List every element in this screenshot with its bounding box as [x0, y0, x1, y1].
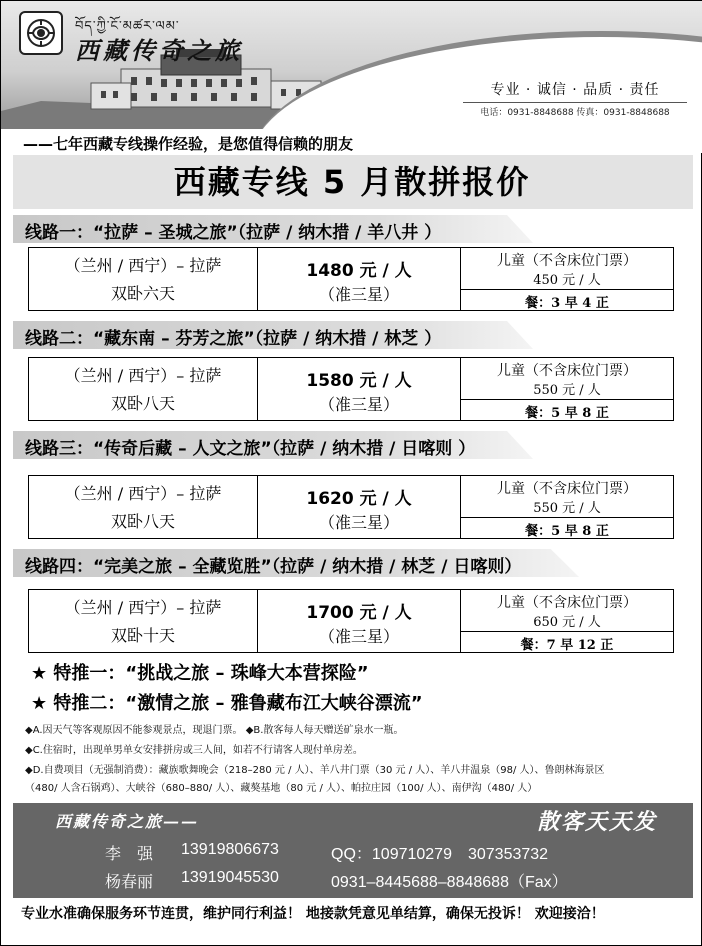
route-price: 1580 元 / 人: [306, 371, 412, 391]
contact-phone: 13919806673: [181, 841, 279, 858]
route-heading: [13, 321, 533, 349]
route-hotel: （准三星）: [318, 627, 399, 646]
contact-phone: 13919045530: [181, 869, 279, 886]
footer-motto: 散客天天发: [537, 809, 658, 835]
header-banner: [1, 1, 702, 129]
route-origin: （兰州 / 西宁）– 拉萨: [64, 598, 222, 617]
child-price: 550 元 / 人: [533, 383, 601, 398]
child-label: 儿童（不含床位门票）: [497, 481, 637, 497]
contact-name: 李 强: [105, 846, 154, 863]
route-price: 1620 元 / 人: [306, 489, 412, 509]
page-title: 西藏专线 5 月散拼报价: [173, 163, 531, 201]
child-label: 儿童（不含床位门票）: [497, 253, 637, 269]
meals: 餐：7 早 12 正: [461, 631, 673, 652]
brand-name: 西藏传奇之旅: [75, 36, 243, 65]
child-label: 儿童（不含床位门票）: [497, 363, 637, 379]
route-hotel: （准三星）: [318, 395, 399, 414]
route-duration: 双卧八天: [110, 512, 175, 531]
child-price: 450 元 / 人: [533, 273, 601, 288]
route-heading-text: 线路一：“拉萨 – 圣城之旅”（拉萨 / 纳木措 / 羊八井 ）: [25, 223, 442, 243]
route-price: 1700 元 / 人: [306, 603, 412, 623]
note-line: （480/ 人含石锅鸡）、大峡谷（680–880/ 人）、藏獒基地（80 元 / 人）、帕拉庄园（100/ 人）、南伊沟（480/ 人）: [25, 783, 538, 794]
tagline: ——七年西藏专线操作经验，是您值得信赖的朋友: [23, 135, 354, 153]
child-price: 550 元 / 人: [533, 501, 601, 516]
route-duration: 双卧十天: [110, 626, 175, 645]
child-label: 儿童（不含床位门票）: [497, 595, 637, 611]
tibetan-brand-text: བོད་ཀྱི་ངོ་མཚར་ལམ་: [75, 19, 180, 34]
child-price: 650 元 / 人: [533, 615, 601, 630]
header-phone-fax: 电话：0931-8848688 传真：0931-8848688: [480, 108, 670, 118]
route-duration: 双卧八天: [110, 394, 175, 413]
route-price: 1480 元 / 人: [306, 261, 412, 281]
route-price-table: [28, 475, 674, 539]
route-duration: 双卧六天: [110, 284, 175, 303]
route-heading: [13, 215, 533, 243]
meals: 餐：5 早 8 正: [461, 517, 673, 538]
note-line: ◆A.因天气等客观原因不能参观景点，现退门票。 ◆B.散客每人每天赠送矿泉水一瓶。: [25, 725, 404, 736]
slogan: 专业 · 诚信 · 品质 · 责任: [463, 79, 687, 103]
contact-extra: 0931–8445688–8848688（Fax）: [331, 874, 568, 891]
note-line: ◆C.住宿时，出现单男单女安排拼房或三人间，如若不行请客人现付单房差。: [25, 745, 363, 756]
route-heading-text: 线路二：“藏东南 – 芬芳之旅”（拉萨 / 纳木措 / 林芝 ）: [25, 329, 442, 349]
route-heading: [13, 431, 533, 459]
route-heading-text: 线路三：“传奇后藏 – 人文之旅”（拉萨 / 纳木措 / 日喀则 ）: [25, 439, 476, 459]
route-origin: （兰州 / 西宁）– 拉萨: [64, 366, 222, 385]
note-line: ◆D.自费项目（无强制消费）：藏族歌舞晚会（218–280 元 / 人）、羊八井门票（30 元 / 人）、羊八井温泉（98/ 人）、鲁朗林海景区: [25, 765, 605, 776]
contact-name: 杨春丽: [105, 874, 154, 891]
route-heading-text: 线路四：“完美之旅 – 全藏览胜”（拉萨 / 纳木措 / 林芝 / 日喀则）: [25, 557, 522, 577]
route-hotel: （准三星）: [318, 513, 399, 532]
footer-brand: 西藏传奇之旅——: [55, 812, 200, 831]
contact-extra: QQ：109710279 307353732: [331, 846, 549, 863]
route-origin: （兰州 / 西宁）– 拉萨: [64, 256, 222, 275]
meals: 餐：5 早 8 正: [461, 399, 673, 420]
route-price-table: [28, 589, 674, 653]
brand-logo-icon: [19, 11, 63, 55]
service-commitment: 专业水准确保服务环节连贯，维护同行利益！ 地接款凭意见单结算，确保无投诉！ 欢迎接洽！: [21, 906, 605, 922]
route-price-table: [28, 247, 674, 311]
route-origin: （兰州 / 西宁）– 拉萨: [64, 484, 222, 503]
route-heading: [13, 549, 579, 577]
featured-tour-1: ★ 特推一：“挑战之旅 – 珠峰大本营探险”: [31, 663, 369, 684]
route-price-table: [28, 357, 674, 421]
meals: 餐：3 早 4 正: [461, 289, 673, 310]
route-hotel: （准三星）: [318, 285, 399, 304]
featured-tour-2: ★ 特推二：“激情之旅 – 雅鲁藏布江大峡谷漂流”: [31, 693, 423, 714]
